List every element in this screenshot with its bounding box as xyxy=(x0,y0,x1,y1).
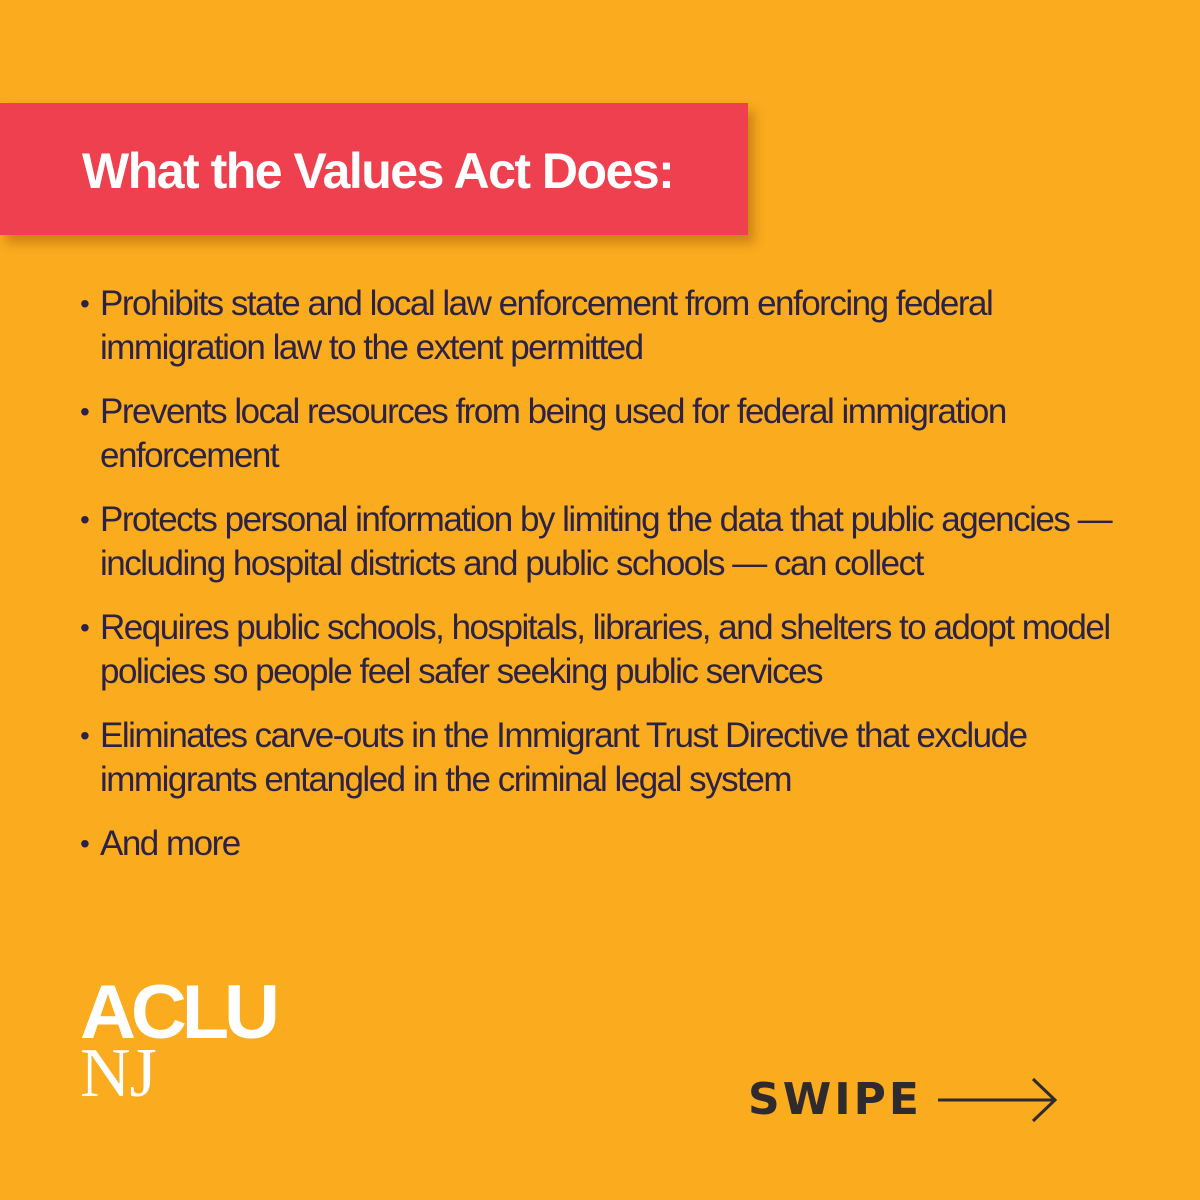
bullet-icon: • xyxy=(80,828,89,859)
bullet-text: Eliminates carve-outs in the Immigrant Trust Directive that exclude immigrants entangled in the criminal legal system xyxy=(100,716,1027,799)
list-item xyxy=(80,606,1120,694)
bullet-text: Protects personal information by limiting the data that public agencies — including hospital districts and public schools — can collect xyxy=(100,500,1112,583)
bullet-icon: • xyxy=(80,288,89,319)
bullet-icon: • xyxy=(80,720,89,751)
bullet-text: And more xyxy=(100,824,240,863)
list-item xyxy=(80,714,1120,802)
bullet-icon: • xyxy=(80,396,89,427)
bullet-text: Requires public schools, hospitals, libraries, and shelters to adopt model policies so people feel safer seeking public services xyxy=(100,608,1110,691)
bullet-list xyxy=(80,282,1120,886)
list-item xyxy=(80,822,1120,866)
bullet-text: Prohibits state and local law enforcement from enforcing federal immigration law to the extent permitted xyxy=(100,284,993,367)
bullet-text: Prevents local resources from being used for federal immigration enforcement xyxy=(100,392,1006,475)
aclu-nj-logo xyxy=(80,970,300,1125)
list-item xyxy=(80,390,1120,478)
page-title: What the Values Act Does: xyxy=(82,143,674,199)
logo-chapter: NJ xyxy=(80,1035,156,1112)
bullet-icon: • xyxy=(80,612,89,643)
swipe-prompt[interactable] xyxy=(748,1068,1060,1132)
logo-org: ACLU xyxy=(80,970,275,1055)
list-item xyxy=(80,282,1120,370)
bullet-icon: • xyxy=(80,504,89,535)
title-banner xyxy=(0,103,748,235)
arrow-right-icon xyxy=(936,1072,1060,1128)
swipe-label: SWIPE xyxy=(748,1074,922,1125)
list-item xyxy=(80,498,1120,586)
